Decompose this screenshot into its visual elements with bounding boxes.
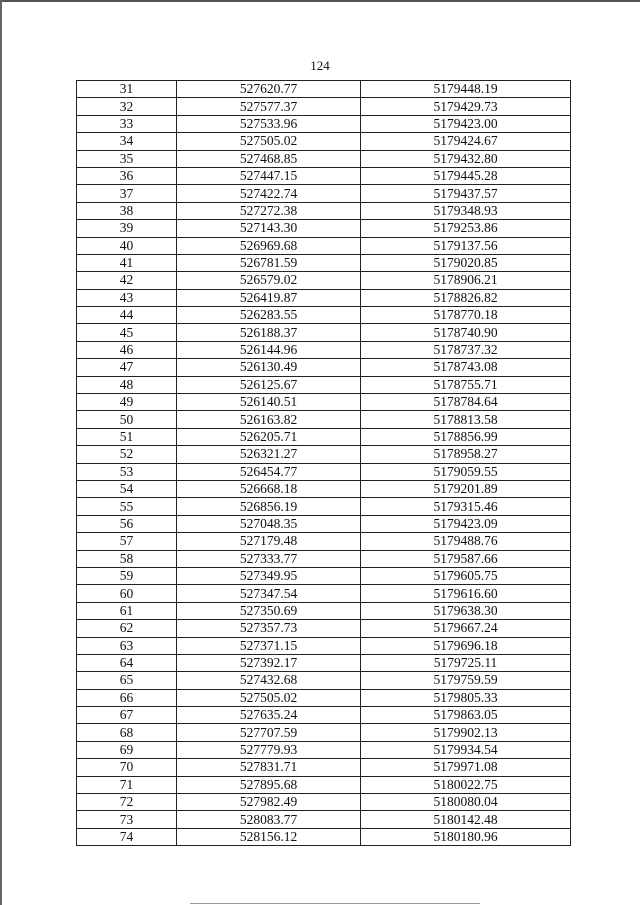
x-coordinate-cell: 526188.37 bbox=[177, 324, 361, 341]
y-coordinate-cell: 5179437.57 bbox=[361, 185, 571, 202]
point-number-cell: 73 bbox=[77, 811, 177, 828]
y-coordinate-cell: 5179423.00 bbox=[361, 115, 571, 132]
x-coordinate-cell: 526856.19 bbox=[177, 498, 361, 515]
coordinate-table bbox=[76, 80, 571, 846]
x-coordinate-cell: 526579.02 bbox=[177, 272, 361, 289]
table-row bbox=[77, 637, 571, 654]
table-row bbox=[77, 150, 571, 167]
table-row bbox=[77, 133, 571, 150]
y-coordinate-cell: 5179971.08 bbox=[361, 759, 571, 776]
x-coordinate-cell: 527447.15 bbox=[177, 167, 361, 184]
point-number-cell: 70 bbox=[77, 759, 177, 776]
point-number-cell: 53 bbox=[77, 463, 177, 480]
point-number-cell: 37 bbox=[77, 185, 177, 202]
table-row bbox=[77, 446, 571, 463]
point-number-cell: 35 bbox=[77, 150, 177, 167]
y-coordinate-cell: 5179667.24 bbox=[361, 620, 571, 637]
table-row bbox=[77, 741, 571, 758]
point-number-cell: 63 bbox=[77, 637, 177, 654]
x-coordinate-cell: 527895.68 bbox=[177, 776, 361, 793]
point-number-cell: 64 bbox=[77, 654, 177, 671]
point-number-cell: 46 bbox=[77, 341, 177, 358]
y-coordinate-cell: 5179432.80 bbox=[361, 150, 571, 167]
y-coordinate-cell: 5179315.46 bbox=[361, 498, 571, 515]
page-number: 124 bbox=[310, 58, 330, 73]
x-coordinate-cell: 526454.77 bbox=[177, 463, 361, 480]
x-coordinate-cell: 527347.54 bbox=[177, 585, 361, 602]
table-row bbox=[77, 167, 571, 184]
x-coordinate-cell: 527422.74 bbox=[177, 185, 361, 202]
x-coordinate-cell: 527620.77 bbox=[177, 81, 361, 98]
y-coordinate-cell: 5178740.90 bbox=[361, 324, 571, 341]
table-row bbox=[77, 620, 571, 637]
point-number-cell: 41 bbox=[77, 254, 177, 271]
table-row bbox=[77, 654, 571, 671]
x-coordinate-cell: 527392.17 bbox=[177, 654, 361, 671]
y-coordinate-cell: 5180022.75 bbox=[361, 776, 571, 793]
y-coordinate-cell: 5180080.04 bbox=[361, 794, 571, 811]
point-number-cell: 55 bbox=[77, 498, 177, 515]
table-row bbox=[77, 254, 571, 271]
y-coordinate-cell: 5179424.67 bbox=[361, 133, 571, 150]
x-coordinate-cell: 527707.59 bbox=[177, 724, 361, 741]
y-coordinate-cell: 5178737.32 bbox=[361, 341, 571, 358]
y-coordinate-cell: 5179448.19 bbox=[361, 81, 571, 98]
point-number-cell: 44 bbox=[77, 307, 177, 324]
y-coordinate-cell: 5179605.75 bbox=[361, 567, 571, 584]
y-coordinate-cell: 5179759.59 bbox=[361, 672, 571, 689]
table-row bbox=[77, 550, 571, 567]
point-number-cell: 42 bbox=[77, 272, 177, 289]
table-row bbox=[77, 289, 571, 306]
table-row bbox=[77, 828, 571, 845]
point-number-cell: 40 bbox=[77, 237, 177, 254]
y-coordinate-cell: 5178784.64 bbox=[361, 394, 571, 411]
x-coordinate-cell: 527533.96 bbox=[177, 115, 361, 132]
y-coordinate-cell: 5179863.05 bbox=[361, 707, 571, 724]
x-coordinate-cell: 526969.68 bbox=[177, 237, 361, 254]
point-number-cell: 67 bbox=[77, 707, 177, 724]
y-coordinate-cell: 5179201.89 bbox=[361, 480, 571, 497]
x-coordinate-cell: 526668.18 bbox=[177, 480, 361, 497]
x-coordinate-cell: 526419.87 bbox=[177, 289, 361, 306]
y-coordinate-cell: 5179638.30 bbox=[361, 602, 571, 619]
y-coordinate-cell: 5179020.85 bbox=[361, 254, 571, 271]
x-coordinate-cell: 526144.96 bbox=[177, 341, 361, 358]
point-number-cell: 58 bbox=[77, 550, 177, 567]
x-coordinate-cell: 527350.69 bbox=[177, 602, 361, 619]
table-row bbox=[77, 394, 571, 411]
table-row bbox=[77, 185, 571, 202]
x-coordinate-cell: 528156.12 bbox=[177, 828, 361, 845]
table-row bbox=[77, 567, 571, 584]
table-row bbox=[77, 115, 571, 132]
x-coordinate-cell: 527635.24 bbox=[177, 707, 361, 724]
x-coordinate-cell: 528083.77 bbox=[177, 811, 361, 828]
point-number-cell: 69 bbox=[77, 741, 177, 758]
x-coordinate-cell: 526283.55 bbox=[177, 307, 361, 324]
point-number-cell: 59 bbox=[77, 567, 177, 584]
table-row bbox=[77, 515, 571, 532]
scan-edge-bottom bbox=[190, 903, 480, 904]
scan-edge-left bbox=[0, 0, 2, 905]
table-row bbox=[77, 707, 571, 724]
x-coordinate-cell: 527577.37 bbox=[177, 98, 361, 115]
x-coordinate-cell: 527831.71 bbox=[177, 759, 361, 776]
table-row bbox=[77, 376, 571, 393]
table-row bbox=[77, 794, 571, 811]
x-coordinate-cell: 527505.02 bbox=[177, 689, 361, 706]
point-number-cell: 34 bbox=[77, 133, 177, 150]
point-number-cell: 66 bbox=[77, 689, 177, 706]
table-row bbox=[77, 811, 571, 828]
table-row bbox=[77, 759, 571, 776]
x-coordinate-cell: 527779.93 bbox=[177, 741, 361, 758]
scan-edge-top bbox=[0, 0, 640, 2]
point-number-cell: 38 bbox=[77, 202, 177, 219]
point-number-cell: 45 bbox=[77, 324, 177, 341]
table-row bbox=[77, 272, 571, 289]
x-coordinate-cell: 526125.67 bbox=[177, 376, 361, 393]
y-coordinate-cell: 5180180.96 bbox=[361, 828, 571, 845]
table-row bbox=[77, 359, 571, 376]
y-coordinate-cell: 5179902.13 bbox=[361, 724, 571, 741]
y-coordinate-cell: 5178906.21 bbox=[361, 272, 571, 289]
y-coordinate-cell: 5179348.93 bbox=[361, 202, 571, 219]
table-row bbox=[77, 237, 571, 254]
x-coordinate-cell: 527371.15 bbox=[177, 637, 361, 654]
y-coordinate-cell: 5178856.99 bbox=[361, 428, 571, 445]
table-row bbox=[77, 585, 571, 602]
x-coordinate-cell: 527333.77 bbox=[177, 550, 361, 567]
x-coordinate-cell: 527143.30 bbox=[177, 220, 361, 237]
point-number-cell: 52 bbox=[77, 446, 177, 463]
point-number-cell: 43 bbox=[77, 289, 177, 306]
table-row bbox=[77, 324, 571, 341]
x-coordinate-cell: 526321.27 bbox=[177, 446, 361, 463]
x-coordinate-cell: 527179.48 bbox=[177, 533, 361, 550]
table-row bbox=[77, 724, 571, 741]
x-coordinate-cell: 527982.49 bbox=[177, 794, 361, 811]
point-number-cell: 74 bbox=[77, 828, 177, 845]
y-coordinate-cell: 5179488.76 bbox=[361, 533, 571, 550]
x-coordinate-cell: 526163.82 bbox=[177, 411, 361, 428]
y-coordinate-cell: 5179137.56 bbox=[361, 237, 571, 254]
table-row bbox=[77, 81, 571, 98]
point-number-cell: 71 bbox=[77, 776, 177, 793]
x-coordinate-cell: 527468.85 bbox=[177, 150, 361, 167]
point-number-cell: 31 bbox=[77, 81, 177, 98]
point-number-cell: 47 bbox=[77, 359, 177, 376]
table-row bbox=[77, 98, 571, 115]
x-coordinate-cell: 526205.71 bbox=[177, 428, 361, 445]
x-coordinate-cell: 526140.51 bbox=[177, 394, 361, 411]
table-row bbox=[77, 463, 571, 480]
x-coordinate-cell: 527272.38 bbox=[177, 202, 361, 219]
x-coordinate-cell: 527357.73 bbox=[177, 620, 361, 637]
y-coordinate-cell: 5178755.71 bbox=[361, 376, 571, 393]
y-coordinate-cell: 5179059.55 bbox=[361, 463, 571, 480]
point-number-cell: 50 bbox=[77, 411, 177, 428]
point-number-cell: 36 bbox=[77, 167, 177, 184]
table-row bbox=[77, 533, 571, 550]
y-coordinate-cell: 5179696.18 bbox=[361, 637, 571, 654]
y-coordinate-cell: 5178958.27 bbox=[361, 446, 571, 463]
y-coordinate-cell: 5179429.73 bbox=[361, 98, 571, 115]
y-coordinate-cell: 5178813.58 bbox=[361, 411, 571, 428]
x-coordinate-cell: 527048.35 bbox=[177, 515, 361, 532]
y-coordinate-cell: 5178826.82 bbox=[361, 289, 571, 306]
point-number-cell: 65 bbox=[77, 672, 177, 689]
table-row bbox=[77, 341, 571, 358]
point-number-cell: 68 bbox=[77, 724, 177, 741]
table-row bbox=[77, 498, 571, 515]
coordinate-table-body bbox=[77, 81, 571, 846]
point-number-cell: 49 bbox=[77, 394, 177, 411]
table-row bbox=[77, 428, 571, 445]
point-number-cell: 60 bbox=[77, 585, 177, 602]
x-coordinate-cell: 526130.49 bbox=[177, 359, 361, 376]
y-coordinate-cell: 5180142.48 bbox=[361, 811, 571, 828]
x-coordinate-cell: 527505.02 bbox=[177, 133, 361, 150]
x-coordinate-cell: 526781.59 bbox=[177, 254, 361, 271]
point-number-cell: 51 bbox=[77, 428, 177, 445]
y-coordinate-cell: 5178743.08 bbox=[361, 359, 571, 376]
y-coordinate-cell: 5179616.60 bbox=[361, 585, 571, 602]
table-row bbox=[77, 307, 571, 324]
point-number-cell: 56 bbox=[77, 515, 177, 532]
y-coordinate-cell: 5179253.86 bbox=[361, 220, 571, 237]
table-row bbox=[77, 480, 571, 497]
table-row bbox=[77, 776, 571, 793]
y-coordinate-cell: 5179725.11 bbox=[361, 654, 571, 671]
x-coordinate-cell: 527349.95 bbox=[177, 567, 361, 584]
y-coordinate-cell: 5179805.33 bbox=[361, 689, 571, 706]
point-number-cell: 32 bbox=[77, 98, 177, 115]
y-coordinate-cell: 5179587.66 bbox=[361, 550, 571, 567]
table-row bbox=[77, 672, 571, 689]
point-number-cell: 61 bbox=[77, 602, 177, 619]
point-number-cell: 39 bbox=[77, 220, 177, 237]
y-coordinate-cell: 5179934.54 bbox=[361, 741, 571, 758]
point-number-cell: 62 bbox=[77, 620, 177, 637]
point-number-cell: 54 bbox=[77, 480, 177, 497]
point-number-cell: 48 bbox=[77, 376, 177, 393]
point-number-cell: 33 bbox=[77, 115, 177, 132]
point-number-cell: 57 bbox=[77, 533, 177, 550]
y-coordinate-cell: 5179423.09 bbox=[361, 515, 571, 532]
table-row bbox=[77, 602, 571, 619]
point-number-cell: 72 bbox=[77, 794, 177, 811]
table-row bbox=[77, 411, 571, 428]
table-row bbox=[77, 689, 571, 706]
y-coordinate-cell: 5179445.28 bbox=[361, 167, 571, 184]
table-row bbox=[77, 220, 571, 237]
y-coordinate-cell: 5178770.18 bbox=[361, 307, 571, 324]
x-coordinate-cell: 527432.68 bbox=[177, 672, 361, 689]
table-row bbox=[77, 202, 571, 219]
